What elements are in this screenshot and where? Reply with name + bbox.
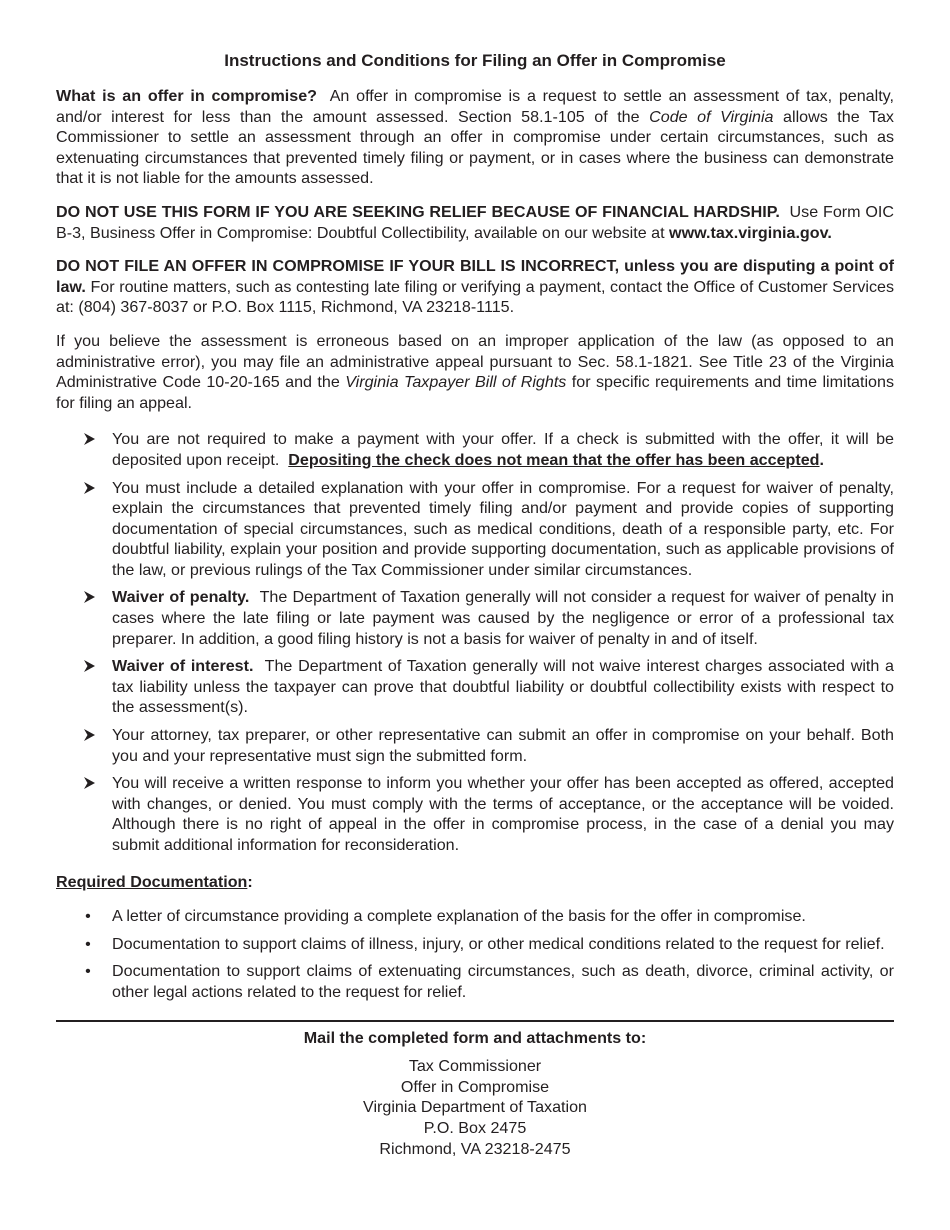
- document-item: [56, 934, 894, 955]
- arrow-bullet-icon: [84, 777, 95, 789]
- document-text: Documentation to support claims of extenuating circumstances, such as death, divorce, criminal activity, or other legal actions related to the request for relief.: [112, 962, 894, 1001]
- intro-code-reference: Code of Virginia: [649, 107, 774, 126]
- bullet-dot-icon: •: [85, 907, 91, 926]
- address-line: Offer in Compromise: [400, 1077, 550, 1096]
- appeal-text-2: for specific requirements and time limitations for filing an appeal.: [56, 373, 894, 412]
- mailing-address: [56, 1056, 894, 1159]
- address-line: Virginia Department of Taxation: [363, 1098, 587, 1117]
- mail-heading: Mail the completed form and attachments to:: [303, 1028, 647, 1047]
- condition-text: You will receive a written response to inform you whether your offer has been accepted as offered, accepted with changes, or denied. You must comply with the terms of acceptance, or the acceptance will be voided. Although there is no right of appeal in the offer in compromise process, in the case of a denial you may submit additional information for reconsideration.: [112, 774, 894, 854]
- document-item: [56, 906, 894, 927]
- document-text: Documentation to support claims of illness, injury, or other medical conditions related to the request for relief.: [112, 934, 885, 953]
- address-line: Tax Commissioner: [408, 1057, 542, 1076]
- incorrect-bill-text: For routine matters, such as contesting late filing or verifying a payment, contact the Office of Customer Services at: (804) 367-8037 or P.O. Box 1115, Richmond, VA 23218-1115.: [56, 277, 894, 317]
- address-line: P.O. Box 2475: [423, 1118, 527, 1137]
- hardship-warning: DO NOT USE THIS FORM IF YOU ARE SEEKING RELIEF BECAUSE OF FINANCIAL HARDSHIP.: [56, 202, 780, 221]
- bullet-dot-icon: •: [85, 934, 91, 953]
- condition-item-explanation: [56, 478, 894, 581]
- condition-lead: Waiver of penalty.: [112, 588, 250, 607]
- condition-text: You must include a detailed explanation with your offer in compromise. For a request for waiver of penalty, explain the circumstances that prevented timely filing and/or payment and provide copies of supporting documentation of special circumstances, such as medical conditions, death of a responsible party, etc. For doubtful liability, explain your position and provide supporting documentation, such as applicable provisions of the law, or previous rulings of the Tax Commissioner under similar circumstances.: [112, 478, 894, 579]
- arrow-bullet-icon: [84, 729, 95, 741]
- appeal-text-1: If you believe the assessment is erroneous based on an improper application of the law (as opposed to an administrative error), you may file an administrative appeal pursuant to Sec. 58.1-1821. See Title 23 of the Virginia Administrative Code 10-20-165 and the: [56, 331, 894, 392]
- arrow-bullet-icon: [84, 433, 95, 445]
- condition-lead: Waiver of interest.: [112, 657, 254, 676]
- condition-text: The Department of Taxation generally will not consider a request for waiver of penalty in cases where the late filing or late payment was caused by the negligence or error of a professional tax preparer. In addition, a good filing history is not a basis for waiver of penalty in and of itself.: [112, 588, 895, 648]
- document-text: A letter of circumstance providing a complete explanation of the basis for the offer in compromise.: [112, 907, 806, 926]
- condition-emphasis: Depositing the check does not mean that the offer has been accepted: [288, 450, 820, 469]
- condition-text: The Department of Taxation generally will not waive interest charges associated with a tax liability unless the taxpayer can prove that doubtful liability or doubtful collectibility exists with respect to the assessment(s).: [112, 657, 895, 717]
- condition-item-representative: [56, 725, 894, 766]
- appeal-paragraph: [56, 331, 894, 413]
- arrow-bullet-icon: [84, 482, 95, 494]
- document-item: [56, 961, 894, 1002]
- required-documentation-list: [56, 906, 894, 1002]
- address-line: Richmond, VA 23218-2475: [379, 1139, 571, 1158]
- condition-tail: .: [819, 450, 824, 469]
- bullet-dot-icon: •: [85, 962, 91, 981]
- bill-of-rights-reference: Virginia Taxpayer Bill of Rights: [345, 373, 567, 392]
- condition-item-waiver-interest: [56, 656, 894, 718]
- hardship-paragraph: [56, 202, 894, 243]
- condition-item-payment: [56, 429, 894, 470]
- incorrect-bill-paragraph: [56, 256, 894, 318]
- section-divider: [56, 1020, 894, 1022]
- intro-text-2: allows the Tax Commissioner to settle an assessment through an offer in compromise under certain circumstances, such as extenuating circumstances that prevented timely filing or payment, or in cases where the business can demonstrate that it is not liable for the amounts assessed.: [56, 107, 894, 188]
- hardship-text: Use Form OIC B-3, Business Offer in Compromise: Doubtful Collectibility, available on our website at: [56, 202, 894, 242]
- intro-paragraph: [56, 86, 894, 189]
- intro-question: What is an offer in compromise?: [56, 87, 318, 105]
- page-title: Instructions and Conditions for Filing an Offer in Compromise: [224, 51, 726, 70]
- condition-text: You are not required to make a payment with your offer. If a check is submitted with the offer, it will be deposited upon receipt.: [112, 430, 894, 469]
- conditions-list: [56, 429, 894, 855]
- arrow-bullet-icon: [84, 660, 95, 672]
- condition-item-response: [56, 773, 894, 855]
- required-documentation-heading: [56, 872, 894, 893]
- arrow-bullet-icon: [84, 591, 95, 603]
- condition-text: Your attorney, tax preparer, or other representative can submit an offer in compromise on your behalf. Both you and your representative must sign the submitted form.: [112, 726, 894, 765]
- incorrect-bill-warning: DO NOT FILE AN OFFER IN COMPROMISE IF YOUR BILL IS INCORRECT, unless you are disputing a point of law.: [56, 257, 894, 296]
- condition-item-waiver-penalty: [56, 587, 894, 649]
- required-heading-colon: :: [247, 872, 253, 891]
- website-link[interactable]: www.tax.virginia.gov.: [669, 223, 832, 242]
- intro-text-1: An offer in compromise is a request to settle an assessment of tax, penalty, and/or interest for less than the amount assessed. Section 58.1-105 of the: [56, 87, 894, 126]
- required-heading-text: Required Documentation: [56, 872, 248, 891]
